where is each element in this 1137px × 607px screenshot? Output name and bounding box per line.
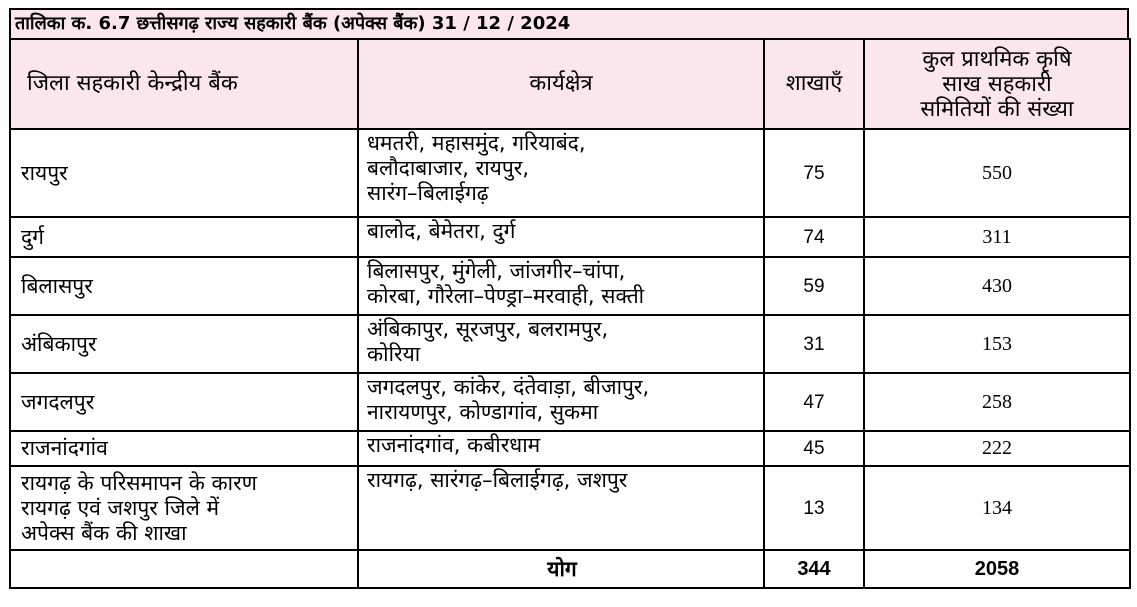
bank-name-line: रायगढ़ एवं जशपुर जिले में	[21, 495, 220, 520]
col-header-area: कार्यक्षेत्र	[358, 39, 764, 129]
apex-bank-table	[9, 38, 1131, 589]
bank-name-cell	[10, 431, 358, 466]
total-branches: 344	[764, 550, 864, 588]
table-title: तालिका क. 6.7 छत्तीसगढ़ राज्य सहकारी बैंक (अपेक्स बैंक) 31 / 12 / 2024	[9, 8, 1129, 38]
area-line: राजनांदगांव, कबीरधाम	[367, 433, 541, 457]
societies-cell: 222	[864, 431, 1130, 466]
branches-cell: 75	[764, 129, 864, 217]
bank-name-line: रायपुर	[21, 160, 68, 185]
bank-name-cell	[10, 129, 358, 217]
table-row	[10, 315, 1130, 373]
col-header-branches: शाखाएँ	[764, 39, 864, 129]
area-line: कोरिया	[367, 342, 421, 366]
bank-name-line: जगदलपुर	[21, 389, 95, 414]
bank-name-cell	[10, 466, 358, 550]
area-cell	[358, 431, 764, 466]
table-row	[10, 466, 1130, 550]
bank-name-cell	[10, 315, 358, 373]
area-cell	[358, 257, 764, 315]
bank-name-cell	[10, 217, 358, 257]
societies-cell: 550	[864, 129, 1130, 217]
table-row	[10, 217, 1130, 257]
branches-cell: 47	[764, 373, 864, 431]
branches-cell: 74	[764, 217, 864, 257]
col-header-bank: जिला सहकारी केन्द्रीय बैंक	[10, 39, 358, 129]
area-line: नारायणपुर, कोण्डागांव, सुकमा	[367, 400, 599, 424]
societies-cell: 430	[864, 257, 1130, 315]
col-header-societies-line: कुल प्राथमिक कृषि	[922, 46, 1072, 72]
area-cell	[358, 373, 764, 431]
area-line: कोरबा, गौरेला–पेण्ड्रा–मरवाही, सक्ती	[367, 284, 645, 308]
area-line: धमतरी, महासमुंद, गरियाबंद,	[367, 131, 586, 155]
col-header-societies	[864, 39, 1130, 129]
total-blank-cell	[10, 550, 358, 588]
area-cell	[358, 217, 764, 257]
societies-cell: 311	[864, 217, 1130, 257]
total-row	[10, 550, 1130, 588]
area-line: बालोद, बेमेतरा, दुर्ग	[367, 219, 516, 243]
bank-name-line: दुर्ग	[21, 224, 44, 249]
header-row	[10, 39, 1130, 129]
bank-name-line: बिलासपुर	[21, 273, 93, 298]
bank-name-line: अंबिकापुर	[21, 331, 97, 356]
col-header-societies-line: समितियों की संख्या	[920, 96, 1074, 122]
societies-cell: 153	[864, 315, 1130, 373]
table-row	[10, 431, 1130, 466]
area-cell	[358, 315, 764, 373]
area-cell	[358, 129, 764, 217]
total-label: योग	[358, 550, 764, 588]
branches-cell: 31	[764, 315, 864, 373]
societies-cell: 134	[864, 466, 1130, 550]
area-line: सारंग–बिलाईगढ़	[367, 181, 489, 205]
area-line: बलौदाबाजार, रायपुर,	[367, 156, 530, 180]
bank-name-line: रायगढ़ के परिसमापन के कारण	[21, 470, 257, 495]
societies-cell: 258	[864, 373, 1130, 431]
area-cell	[358, 466, 764, 550]
branches-cell: 13	[764, 466, 864, 550]
area-line: अंबिकापुर, सूरजपुर, बलरामपुर,	[367, 317, 609, 341]
bank-name-cell	[10, 373, 358, 431]
branches-cell: 45	[764, 431, 864, 466]
bank-name-line: अपेक्स बैंक की शाखा	[21, 520, 187, 545]
total-societies: 2058	[864, 550, 1130, 588]
bank-name-cell	[10, 257, 358, 315]
area-line: जगदलपुर, कांकेर, दंतेवाड़ा, बीजापुर,	[367, 375, 650, 399]
col-header-societies-line: साख सहकारी	[942, 71, 1052, 97]
table-row	[10, 257, 1130, 315]
area-line: रायगढ़, सारंगढ़–बिलाईगढ़, जशपुर	[367, 468, 628, 492]
area-line: बिलासपुर, मुंगेली, जांजगीर–चांपा,	[367, 259, 626, 283]
table-row	[10, 129, 1130, 217]
branches-cell: 59	[764, 257, 864, 315]
bank-name-line: राजनांदगांव	[21, 436, 108, 460]
table-row	[10, 373, 1130, 431]
